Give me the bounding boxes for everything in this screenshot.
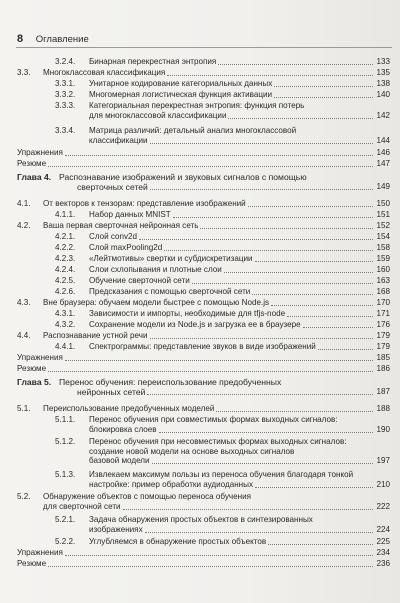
dot-leader bbox=[255, 261, 373, 262]
dot-leader bbox=[164, 250, 373, 251]
toc-page-number: 163 bbox=[376, 276, 390, 285]
dot-leader bbox=[150, 338, 373, 339]
toc-page-number: 187 bbox=[376, 386, 390, 396]
toc-page-number: 147 bbox=[376, 159, 390, 168]
toc-entry-title-continued: сверточных сетей bbox=[77, 181, 148, 192]
toc-page-number: 197 bbox=[376, 456, 390, 466]
toc-entry-number: 5.1. bbox=[17, 404, 31, 413]
dot-leader bbox=[65, 555, 373, 556]
dot-leader bbox=[139, 239, 373, 240]
toc-entry-number: 5.2. bbox=[17, 492, 31, 501]
toc-entry-title: От векторов к тензорам: представление изображений bbox=[43, 199, 246, 208]
dot-leader bbox=[65, 155, 373, 156]
toc-entry-number: 4.2.2. bbox=[55, 243, 76, 252]
dot-leader bbox=[147, 394, 373, 395]
toc-entry-title-continued: для сверточной сети bbox=[43, 501, 121, 511]
toc-page-number: 133 bbox=[376, 57, 390, 66]
dot-leader bbox=[216, 411, 373, 412]
toc-page-number: 144 bbox=[376, 135, 390, 145]
toc-page-number: 236 bbox=[376, 559, 390, 568]
toc-page-number: 152 bbox=[376, 221, 390, 230]
toc-entry-number: 5.1.3. bbox=[55, 470, 76, 479]
toc-entry-title: Зависимости и импорты, необходимые для tfjs-node bbox=[89, 309, 286, 318]
dot-leader bbox=[287, 316, 373, 317]
toc-entry-title-continued: создание новой модели на основе выходных сигналов bbox=[89, 446, 295, 456]
dot-leader bbox=[224, 272, 373, 273]
dot-leader bbox=[48, 371, 373, 372]
toc-entry-number: 5.1.2. bbox=[55, 437, 76, 446]
toc-entry-title: Сохранение модели из Node.js и загрузка ее в браузере bbox=[89, 320, 301, 329]
toc-entry-title: Ваша первая сверточная нейронная сеть bbox=[43, 221, 199, 230]
toc-entry-number: 4.2.5. bbox=[55, 276, 76, 285]
toc-entry-number: 3.3. bbox=[17, 68, 31, 77]
toc-entry-number: 4.1. bbox=[17, 199, 31, 208]
dot-leader bbox=[159, 432, 373, 433]
chapter-label: Глава 5. bbox=[17, 377, 52, 387]
toc-page-number: 186 bbox=[376, 364, 390, 373]
dot-leader bbox=[123, 509, 373, 510]
toc-entry-title: Распознавание изображений и звуковых сигналов с помощью bbox=[59, 172, 307, 182]
toc-page-number: 138 bbox=[376, 79, 390, 88]
toc-page-number: 158 bbox=[376, 243, 390, 252]
toc-entry-number: 5.2.1. bbox=[55, 515, 76, 524]
toc-page-number: 210 bbox=[376, 479, 390, 489]
toc-entry-title: Категориальная перекрестная энтропия: функция потерь bbox=[89, 101, 305, 110]
dot-leader bbox=[268, 544, 373, 545]
toc-entry-title: Перенос обучения: переиспользование предобученных bbox=[59, 377, 282, 387]
toc-page-number: 159 bbox=[376, 254, 390, 263]
toc-page-number: 140 bbox=[376, 90, 390, 99]
page-number: 8 bbox=[17, 33, 24, 45]
dot-leader bbox=[274, 86, 373, 87]
dot-leader bbox=[318, 349, 373, 350]
toc-entry-title-continued: изображениях bbox=[89, 524, 143, 534]
dot-leader bbox=[271, 305, 373, 306]
toc-entry-title: Перенос обучения при совместимых формах выходных сигналов: bbox=[89, 415, 338, 424]
toc-entry-title: Слой conv2d bbox=[89, 232, 138, 241]
chapter-label: Глава 4. bbox=[17, 172, 52, 182]
toc-entry-number: 4.2.1. bbox=[55, 232, 76, 241]
dot-leader bbox=[252, 294, 373, 295]
toc-entry-title: «Лейтмотивы» свертки и субдискретизации bbox=[89, 254, 253, 263]
toc-page-number: 171 bbox=[376, 309, 390, 318]
toc-entry-title: Слой maxPooling2d bbox=[89, 243, 163, 252]
toc-page-number: 160 bbox=[376, 265, 390, 274]
toc-entry-title: Переиспользование предобученных моделей bbox=[43, 404, 215, 413]
toc-entry-title: Многоклассовая классификация bbox=[43, 68, 166, 77]
toc-page-number: 154 bbox=[376, 232, 390, 241]
toc-entry-title: Распознавание устной речи bbox=[43, 331, 148, 340]
toc-page-number: 222 bbox=[376, 501, 390, 511]
toc-entry-title: Резюме bbox=[17, 159, 47, 168]
toc-page-number: 170 bbox=[376, 298, 390, 307]
toc-entry-number: 3.3.2. bbox=[55, 90, 76, 99]
toc-entry-number: 3.2.4. bbox=[55, 57, 76, 66]
dot-leader bbox=[150, 189, 373, 190]
toc-page-number: 185 bbox=[376, 353, 390, 362]
toc-page-number: 151 bbox=[376, 210, 390, 219]
toc-entry-title: Многомерная логистическая функция активации bbox=[89, 90, 273, 99]
toc-entry-title: Резюме bbox=[17, 559, 47, 568]
toc-entry-number: 4.1.1. bbox=[55, 210, 76, 219]
toc-page-number: 150 bbox=[376, 199, 390, 208]
toc-entry-title: Предсказания с помощью сверточной сети bbox=[89, 287, 251, 296]
toc-page-number: 179 bbox=[376, 331, 390, 340]
dot-leader bbox=[228, 118, 373, 119]
toc-entry-title: Упражнения bbox=[17, 353, 63, 362]
toc-page-number: 179 bbox=[376, 342, 390, 351]
dot-leader bbox=[145, 532, 373, 533]
toc-page-number: 188 bbox=[376, 404, 390, 413]
toc-entry-title: Унитарное кодирование категориальных данных bbox=[89, 79, 273, 88]
toc-entry-number: 3.3.4. bbox=[55, 126, 76, 135]
toc-entry-number: 4.2.4. bbox=[55, 265, 76, 274]
toc-page-number: 168 bbox=[376, 287, 390, 296]
toc-entry-title-continued: классификации bbox=[89, 135, 148, 145]
toc-entry-title: Спектрограммы: представление звуков в виде изображений bbox=[89, 342, 316, 351]
dot-leader bbox=[192, 283, 373, 284]
toc-entry-title: Слои схлопывания и плотные слои bbox=[89, 265, 222, 274]
dot-leader bbox=[48, 566, 373, 567]
dot-leader bbox=[274, 97, 373, 98]
toc-entry-number: 4.3.1. bbox=[55, 309, 76, 318]
toc-entry-number: 4.4. bbox=[17, 331, 31, 340]
toc-entry-title: Задача обнаружения простых объектов в синтезированных bbox=[89, 515, 313, 524]
toc-entry-title: Углубляемся в обнаружение простых объектов bbox=[89, 537, 267, 546]
toc-entry-number: 4.3. bbox=[17, 298, 31, 307]
dot-leader bbox=[218, 64, 373, 65]
toc-entry-number: 4.2.3. bbox=[55, 254, 76, 263]
dot-leader bbox=[48, 166, 373, 167]
dot-leader bbox=[65, 360, 373, 361]
toc-entry-number: 4.4.1. bbox=[55, 342, 76, 351]
dot-leader bbox=[255, 487, 373, 488]
dot-leader bbox=[303, 327, 373, 328]
toc-entry-number: 5.1.1. bbox=[55, 415, 76, 424]
toc-page-number: 190 bbox=[376, 424, 390, 434]
toc-entry-title-continued: блокировка слоев bbox=[89, 424, 157, 434]
dot-leader bbox=[200, 228, 373, 229]
dot-leader bbox=[248, 206, 373, 207]
toc-entry-number: 3.3.1. bbox=[55, 79, 76, 88]
dot-leader bbox=[173, 217, 373, 218]
dot-leader bbox=[167, 75, 373, 76]
toc-entry-number: 4.2.6. bbox=[55, 287, 76, 296]
dot-leader bbox=[150, 143, 373, 144]
toc-page-number: 146 bbox=[376, 148, 390, 157]
toc-entry-number: 5.2.2. bbox=[55, 537, 76, 546]
toc-page-number: 176 bbox=[376, 320, 390, 329]
toc-entry-number: 4.3.2. bbox=[55, 320, 76, 329]
toc-page-number: 224 bbox=[376, 524, 390, 534]
toc-entry-number: 4.2. bbox=[17, 221, 31, 230]
toc-entry-title: Упражнения bbox=[17, 548, 63, 557]
toc-page-number: 142 bbox=[376, 110, 390, 120]
toc-page-number: 149 bbox=[376, 181, 390, 191]
toc-entry-title: Резюме bbox=[17, 364, 47, 373]
toc-entry-title: Обучение сверточной сети bbox=[89, 276, 190, 285]
toc-entry-title: Бинарная перекрестная энтропия bbox=[89, 57, 217, 66]
dot-leader bbox=[152, 463, 373, 464]
toc-entry-title: Набор данных MNIST bbox=[89, 210, 171, 219]
toc-entry-title: Упражнения bbox=[17, 148, 63, 157]
toc-entry-title-continued: настройке: пример обработки аудиоданных bbox=[89, 479, 254, 489]
toc-page-number: 135 bbox=[376, 68, 390, 77]
toc-page-number: 225 bbox=[376, 537, 390, 546]
toc-entry-title: Извлекаем максимум пользы из переноса обучения благодаря тонкой bbox=[89, 470, 354, 479]
toc-entry-title: Перенос обучения при несовместимых формах выходных сигналов: bbox=[89, 437, 347, 446]
toc-entry-title: Матрица различий: детальный анализ многоклассовой bbox=[89, 126, 297, 135]
running-title: Оглавление bbox=[35, 34, 89, 45]
toc-entry-number: 3.3.3. bbox=[55, 101, 76, 110]
toc-entry-title-continued: для многоклассовой классификации bbox=[89, 110, 227, 120]
toc-entry-title: Обнаружение объектов с помощью переноса обучения bbox=[43, 492, 252, 501]
toc-page-number: 234 bbox=[376, 548, 390, 557]
toc-entry-title-continued: нейронных сетей bbox=[77, 386, 146, 397]
toc-entry-title: Вне браузера: обучаем модели быстрее с помощью Node.js bbox=[43, 298, 270, 307]
toc-entry-title-continued: базовой модели bbox=[89, 456, 150, 466]
